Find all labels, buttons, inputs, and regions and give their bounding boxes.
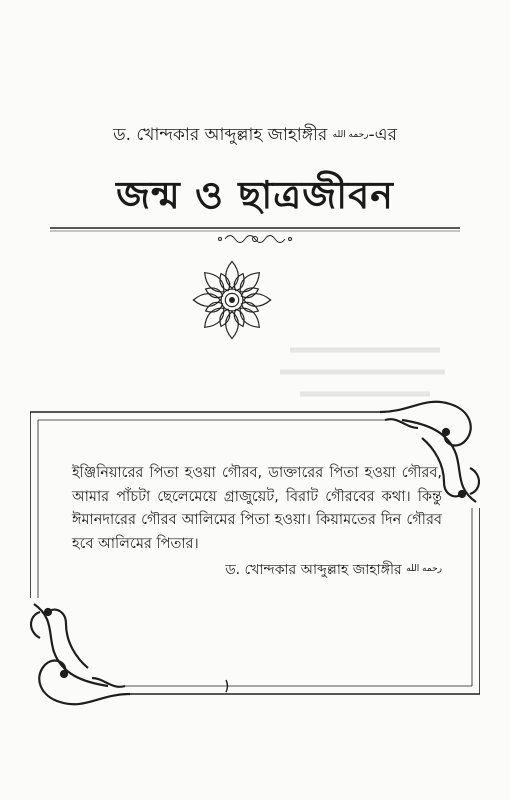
chapter-subtitle	[0, 122, 510, 150]
subtitle-name: ড. খোন্দকার আব্দুল্লাহ জাহাঙ্গীর	[113, 125, 328, 145]
quote-author	[72, 558, 442, 582]
quote-text: ইঞ্জিনিয়ারের পিতা হওয়া গৌরব, ডাক্তারের পিতা হওয়া গৌরব, আমার পাঁচটা ছেলেমেয়ে গ্রাজুয়েট, বিরাট গৌরবের কথা। কিন্তু ঈমানদারের গৌরব আলিমের পিতা হওয়া। কিয়ামতের দিন গৌরব হবে আলিমের পিতার।	[72, 465, 442, 552]
divider-rule-icon	[50, 222, 460, 246]
chapter-title: জন্ম ও ছাত্রজীবন	[116, 173, 394, 217]
subtitle-suffix: -এর	[368, 125, 397, 145]
quote-block	[72, 462, 442, 582]
flower-mandala-icon	[190, 258, 274, 342]
honorific-icon: رحمه الله	[332, 130, 369, 140]
honorific-icon: رحمه الله	[406, 564, 442, 574]
quote-author-name: ড. খোন্দকার আব্দুল্লাহ জাহাঙ্গীর	[225, 561, 402, 578]
